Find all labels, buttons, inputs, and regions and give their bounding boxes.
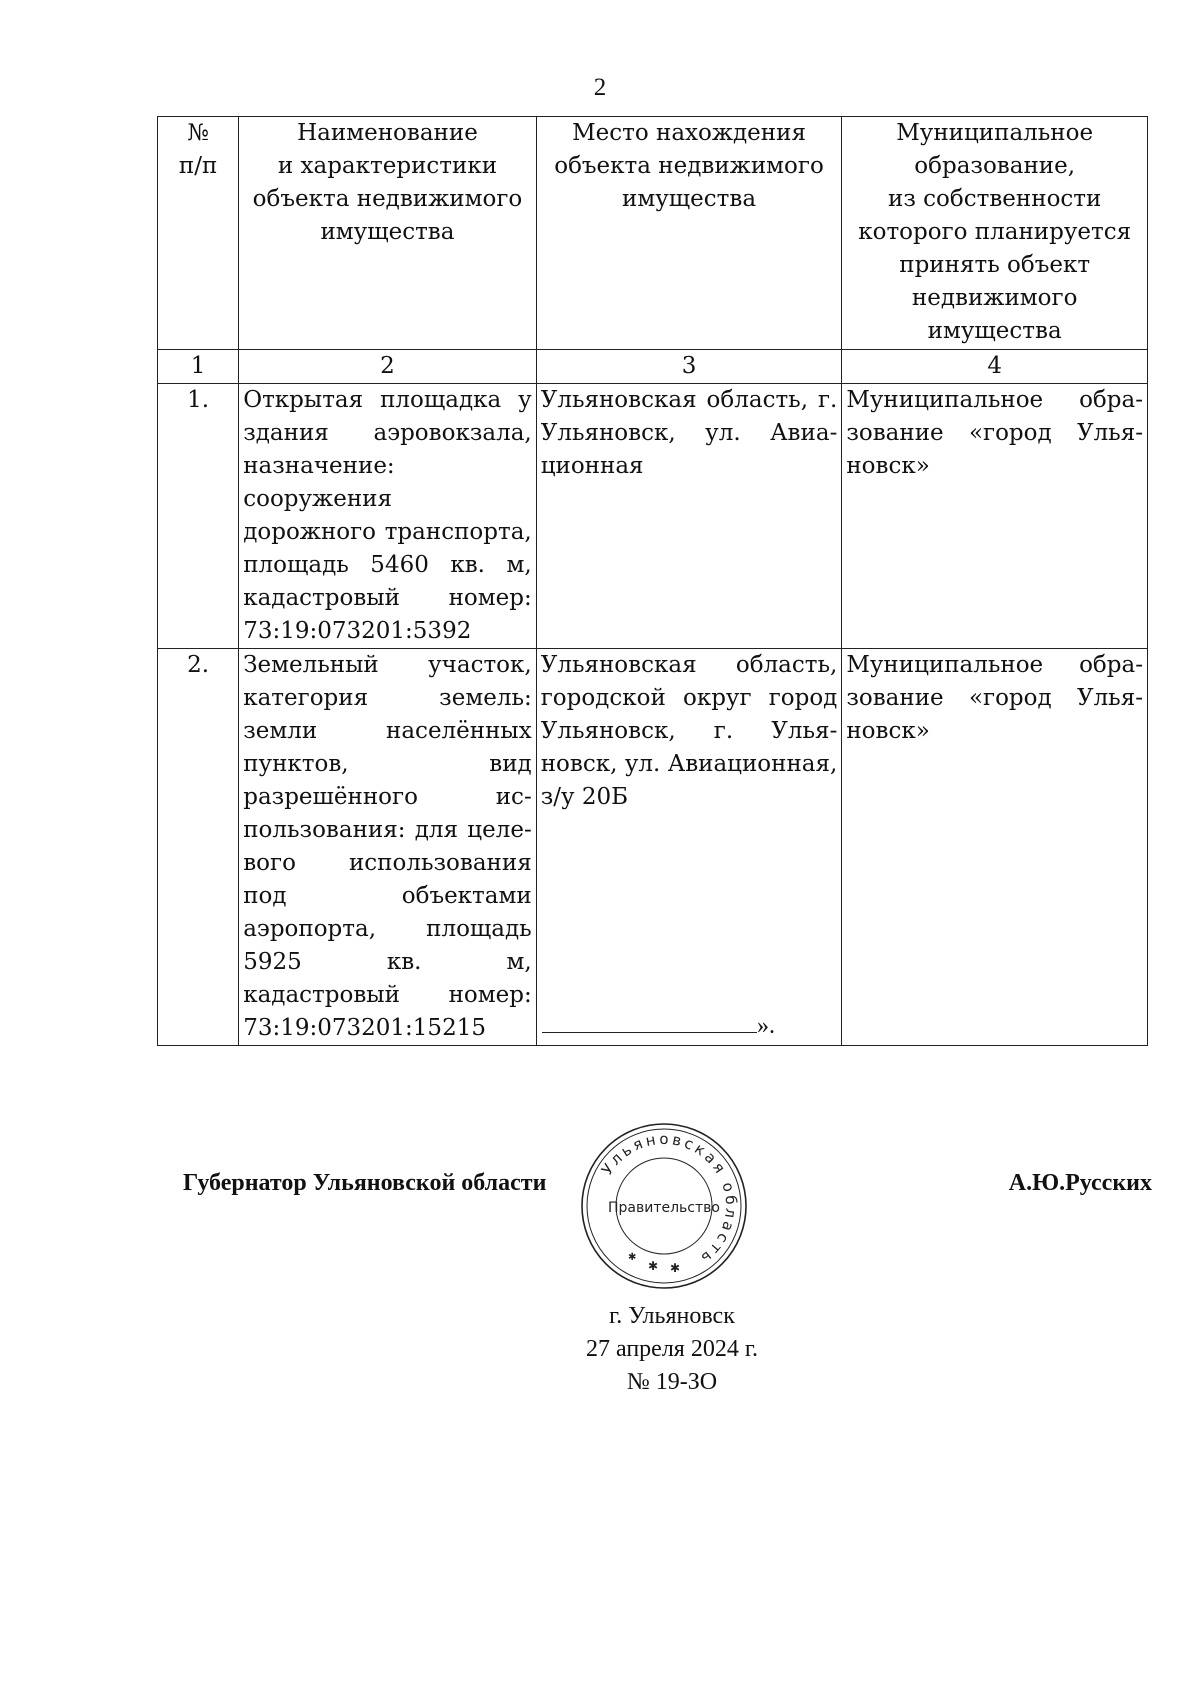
signature-name: А.Ю.Русских — [1008, 1170, 1152, 1196]
header-line: имущества — [927, 318, 1062, 344]
closing-mark: ». — [757, 1013, 775, 1039]
closing-line — [542, 1012, 775, 1040]
stamp-center-text: Правительство — [608, 1200, 720, 1216]
column-number: 4 — [842, 350, 1148, 384]
header-line: и характеристики — [277, 153, 498, 179]
header-line: из собственности — [887, 186, 1102, 212]
header-line: объекта недвижимого — [554, 153, 824, 179]
document-footer — [0, 1300, 1200, 1399]
row-municipality: Муниципальное образование «город Ульяновск» — [842, 384, 1148, 649]
official-stamp — [578, 1120, 750, 1292]
property-table — [157, 116, 1148, 1046]
column-number: 3 — [536, 350, 842, 384]
stamp-ring-text: Ульяновская область — [597, 1129, 741, 1270]
footer-date: 27 апреля 2024 г. — [586, 1336, 758, 1362]
header-line: имущества — [622, 186, 757, 212]
header-line: недвижимого — [911, 285, 1078, 311]
header-line: Место нахождения — [572, 120, 806, 146]
header-line: Муниципальное — [896, 120, 1094, 146]
footer-city: г. Ульяновск — [609, 1303, 735, 1329]
table-header-row — [158, 117, 1148, 350]
row-name: Открытая площадка у здания аэровокзала, назначение: сооружения дорожного транспорта, площадь 5460 кв. м, кадастровый номер: 73:19:073201:5392 — [239, 384, 537, 649]
stamp-star-icon: ✱ — [670, 1261, 681, 1275]
header-line: № — [187, 120, 209, 146]
column-number: 1 — [158, 350, 239, 384]
column-number-row — [158, 350, 1148, 384]
header-line: образование, — [914, 153, 1076, 179]
closing-underline — [542, 1012, 757, 1033]
row-location: Ульяновская область, городской округ город Ульяновск, г. Ульяновск, ул. Авиационная, з/у 20Б — [536, 649, 842, 1046]
signature-title: Губернатор Ульяновской области — [183, 1170, 547, 1196]
row-name: Земельный участок, категория земель: земли населённых пунктов, вид разрешённого использования: для целевого использования под объектами аэропорта, площадь 5925 кв. м, кадастровый номер: 73:19:073201:15215 — [239, 649, 537, 1046]
stamp-star-icon: ✱ — [648, 1259, 659, 1273]
column-number: 2 — [239, 350, 537, 384]
header-location — [536, 117, 842, 350]
page-number: 2 — [593, 74, 607, 101]
header-line: п/п — [178, 153, 218, 179]
row-index: 1. — [158, 384, 239, 649]
header-municipality — [842, 117, 1148, 350]
table-row — [158, 384, 1148, 649]
header-index — [158, 117, 239, 350]
stamp-star-icon: ✱ — [628, 1252, 637, 1263]
row-municipality: Муниципальное образование «город Ульяновск» — [842, 649, 1148, 1046]
header-line: имущества — [320, 219, 455, 245]
header-line: которого планируется — [858, 219, 1132, 245]
header-line: принять объект — [899, 252, 1091, 278]
row-location: Ульяновская область, г. Ульяновск, ул. Авиационная — [536, 384, 842, 649]
row-index: 2. — [158, 649, 239, 1046]
header-name — [239, 117, 537, 350]
footer-number: № 19-ЗО — [626, 1369, 718, 1395]
header-line: объекта недвижимого — [252, 186, 523, 212]
table-row — [158, 649, 1148, 1046]
header-line: Наименование — [297, 120, 478, 146]
